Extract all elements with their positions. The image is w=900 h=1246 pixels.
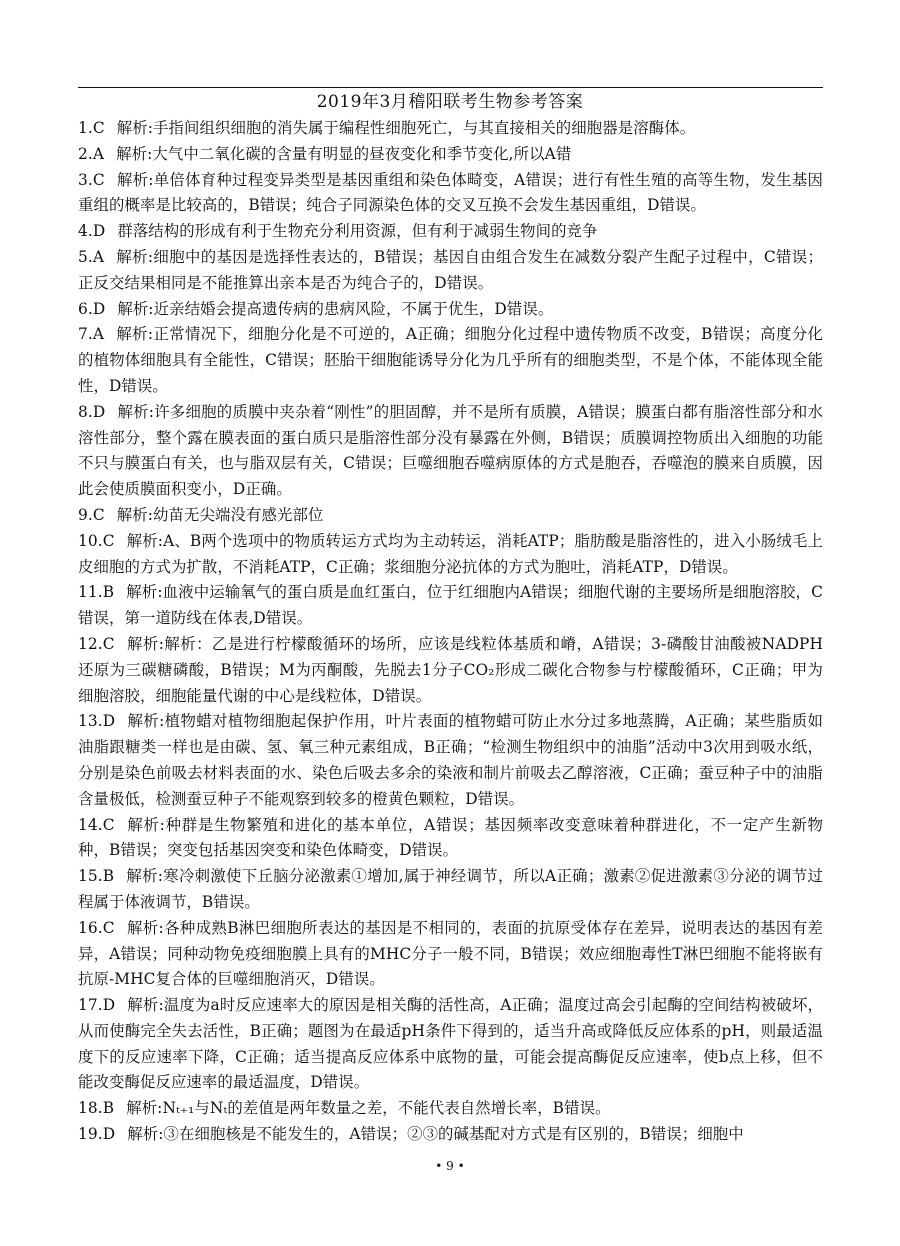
answer-number: 9.C (78, 505, 105, 524)
answer-item (78, 219, 823, 245)
answer-label: 解析: (116, 119, 154, 137)
answer-item (78, 864, 823, 916)
answer-label: 解析: (127, 1125, 164, 1144)
answer-number: 7.A (78, 325, 105, 344)
answer-number: 17.D (78, 996, 116, 1015)
answer-label: 解析: (126, 531, 164, 550)
answer-label: 解析: (116, 144, 153, 163)
answer-label: 解析: (126, 583, 163, 602)
answer-item (78, 245, 823, 297)
answer-item (78, 168, 823, 220)
answer-number: 18.B (78, 1099, 115, 1118)
answer-number: 15.B (78, 867, 115, 886)
answer-label: 解析: (126, 815, 165, 834)
header-rule (78, 87, 823, 88)
answer-number: 1.C (78, 119, 105, 137)
answer-item (78, 709, 823, 812)
answer-item (78, 1096, 823, 1122)
answer-explanation: 单倍体育种过程变异类型是基因重组和染色体畸变，A错误；进行有性生殖的高等生物，发生基因重组的概率是比较高的，B错误；纯合子同源染色体的交叉互换不会发生基因重组，D错误。 (78, 170, 823, 215)
answer-number: 14.C (78, 815, 115, 834)
answer-label: 解析: (116, 247, 154, 266)
answer-item (78, 580, 823, 632)
answer-number: 11.B (78, 583, 115, 602)
answer-explanation: 植物蜡对植物细胞起保护作用，叶片表面的植物蜡可防止水分过多地蒸腾，A正确；某些脂质如油脂跟糖类一样也是由碳、氢、氧三种元素组成，B正确；“检测生物组织中的油脂”活动中3次用到吸水纸，分别是染色前吸去材料表面的水、染色后吸去多余的染液和制片前吸去乙醇溶液，C正确；蚕豆种子中的油脂含量极低，检测蚕豆种子不能观察到较多的橙黄色颗粒，D错误。 (78, 712, 823, 808)
answer-explanation: 温度为a时反应速率大的原因是相关酶的活性高，A正确；温度过高会引起酶的空间结构被破坏，从而使酶完全失去活性，B正确；题图为在最适pH条件下得到的，适当升高或降低反应体系的pH，则最适温度下的反应速率下降，C正确；适当提高反应体系中底物的量，可能会提高酶促反应速率，使b点上移，但不能改变酶促反应速率的最适温度，D错误。 (78, 996, 823, 1092)
answer-label: 解析: (117, 402, 155, 421)
answer-explanation: 解析：乙是进行柠檬酸循环的场所，应该是线粒体基质和嵴，A错误；3-磷酸甘油酸被NADPH还原为三碳糖磷酸，B错误；M为丙酮酸，先脱去1分子CO₂形成二碳化合物参与柠檬酸循环，C正确；甲为细胞溶胶，细胞能量代谢的中心是线粒体，D错误。 (78, 634, 823, 705)
answer-item (78, 322, 823, 399)
answer-label: 解析: (126, 918, 164, 937)
answer-number: 13.D (78, 712, 116, 731)
answer-label: 解析: (116, 170, 154, 189)
answer-number: 12.C (78, 634, 115, 653)
answer-explanation: 血液中运输氧气的蛋白质是血红蛋白，位于红细胞内A错误；细胞代谢的主要场所是细胞溶胶，C错误，第一道防线在体表,D错误。 (78, 583, 823, 628)
answer-label: 解析: (126, 634, 165, 653)
answer-item (78, 916, 823, 993)
answer-explanation: 各种成熟B淋巴细胞所表达的基因是不相同的，表面的抗原受体存在差异，说明表达的基因有差异，A错误；同种动物免疫细胞膜上具有的MHC分子一般不同，B错误；效应细胞毒性T淋巴细胞不能将嵌有抗原-MHC复合体的巨噬细胞消灭，D错误。 (78, 918, 823, 989)
answer-explanation: Nₜ₊₁与Nₜ的差值是两年数量之差，不能代表自然增长率，B错误。 (162, 1099, 611, 1118)
answer-label: 解析: (116, 505, 154, 524)
answer-item (78, 1122, 823, 1148)
answer-item (78, 116, 823, 142)
answer-explanation: 正常情况下，细胞分化是不可逆的，A正确；细胞分化过程中遗传物质不改变，B错误；高度分化的植物体细胞具有全能性，C错误；胚胎干细胞能诱导分化为几乎所有的细胞类型，不是个体，不能体现全能性，D错误。 (78, 325, 823, 395)
answer-number: 2.A (78, 144, 105, 163)
answer-label: 解析: (126, 1099, 163, 1118)
answer-item (78, 529, 823, 581)
answer-label: 解析: (126, 867, 164, 886)
answer-number: 4.D (78, 222, 106, 241)
answer-number: 5.A (78, 247, 105, 266)
answer-item (78, 503, 823, 529)
answer-number: 6.D (78, 299, 106, 318)
answer-item (78, 297, 823, 323)
answer-explanation: 幼苗无尖端没有感光部位 (153, 505, 324, 524)
answer-explanation: ③在细胞核是不能发生的，A错误；②③的碱基配对方式是有区别的，B错误；细胞中 (163, 1125, 744, 1144)
answer-label: 解析: (116, 325, 154, 344)
answer-number: 3.C (78, 170, 105, 189)
answer-label: 解析: (127, 712, 165, 731)
answer-explanation: 种群是生物繁殖和进化的基本单位，A错误；基因频率改变意味着种群进化，不一定产生新物种，B错误；突变包括基因突变和染色体畸变，D错误。 (78, 815, 823, 860)
answer-label: 解析: (127, 996, 164, 1015)
answer-number: 10.C (78, 531, 115, 550)
answer-item (78, 632, 823, 709)
answer-number: 8.D (78, 402, 106, 421)
answer-explanation: A、B两个选项中的物质转运方式均为主动转运，消耗ATP；脂肪酸是脂溶性的，进入小肠绒毛上皮细胞的方式为扩散，不消耗ATP，C正确；浆细胞分泌抗体的方式为胞吐，消耗ATP，D错误。 (78, 531, 823, 576)
answer-explanation: 大气中二氧化碳的含量有明显的昼夜变化和季节变化,所以A错 (152, 144, 572, 163)
answer-item (78, 142, 823, 168)
answer-item (78, 400, 823, 503)
answer-explanation: 群落结构的形成有利于生物充分利用资源，但有利于减弱生物间的竞争 (117, 222, 598, 241)
answer-explanation: 寒冷刺激使下丘脑分泌激素①增加,属于神经调节，所以A正确；激素②促进激素③分泌的调节过程属于体液调节，B错误。 (78, 867, 823, 911)
answer-number: 19.D (78, 1125, 116, 1144)
answer-item (78, 993, 823, 1096)
answer-number: 16.C (78, 918, 115, 937)
answer-explanation: 手指间组织细胞的消失属于编程性细胞死亡，与其直接相关的细胞器是溶酶体。 (153, 119, 696, 137)
answer-item (78, 813, 823, 865)
answer-explanation: 细胞中的基因是选择性表达的，B错误；基因自由组合发生在减数分裂产生配子过程中，C错误；正反交结果相同是不能推算出亲本是否为纯合子的，D错误。 (78, 247, 823, 292)
answer-explanation: 许多细胞的质膜中夹杂着“刚性”的胆固醇，并不是所有质膜，A错误；膜蛋白都有脂溶性部分和水溶性部分，整个露在膜表面的蛋白质只是脂溶性部分没有暴露在外侧，B错误；质膜调控物质出入细胞的功能不只与膜蛋白有关，也与脂双层有关，C错误；巨噬细胞吞噬病原体的方式是胞吞，吞噬泡的膜来自质膜，因此会使质膜面积变小，D正确。 (78, 402, 823, 499)
page-number: • 9 • (435, 1159, 465, 1173)
answer-explanation: 近亲结婚会提高遗传病的患病风险，不属于优生，D错误。 (153, 299, 554, 318)
page-title: 2019年3月稽阳联考生物参考答案 (316, 92, 584, 112)
answer-list (78, 116, 823, 1148)
answer-label: 解析: (117, 299, 154, 318)
